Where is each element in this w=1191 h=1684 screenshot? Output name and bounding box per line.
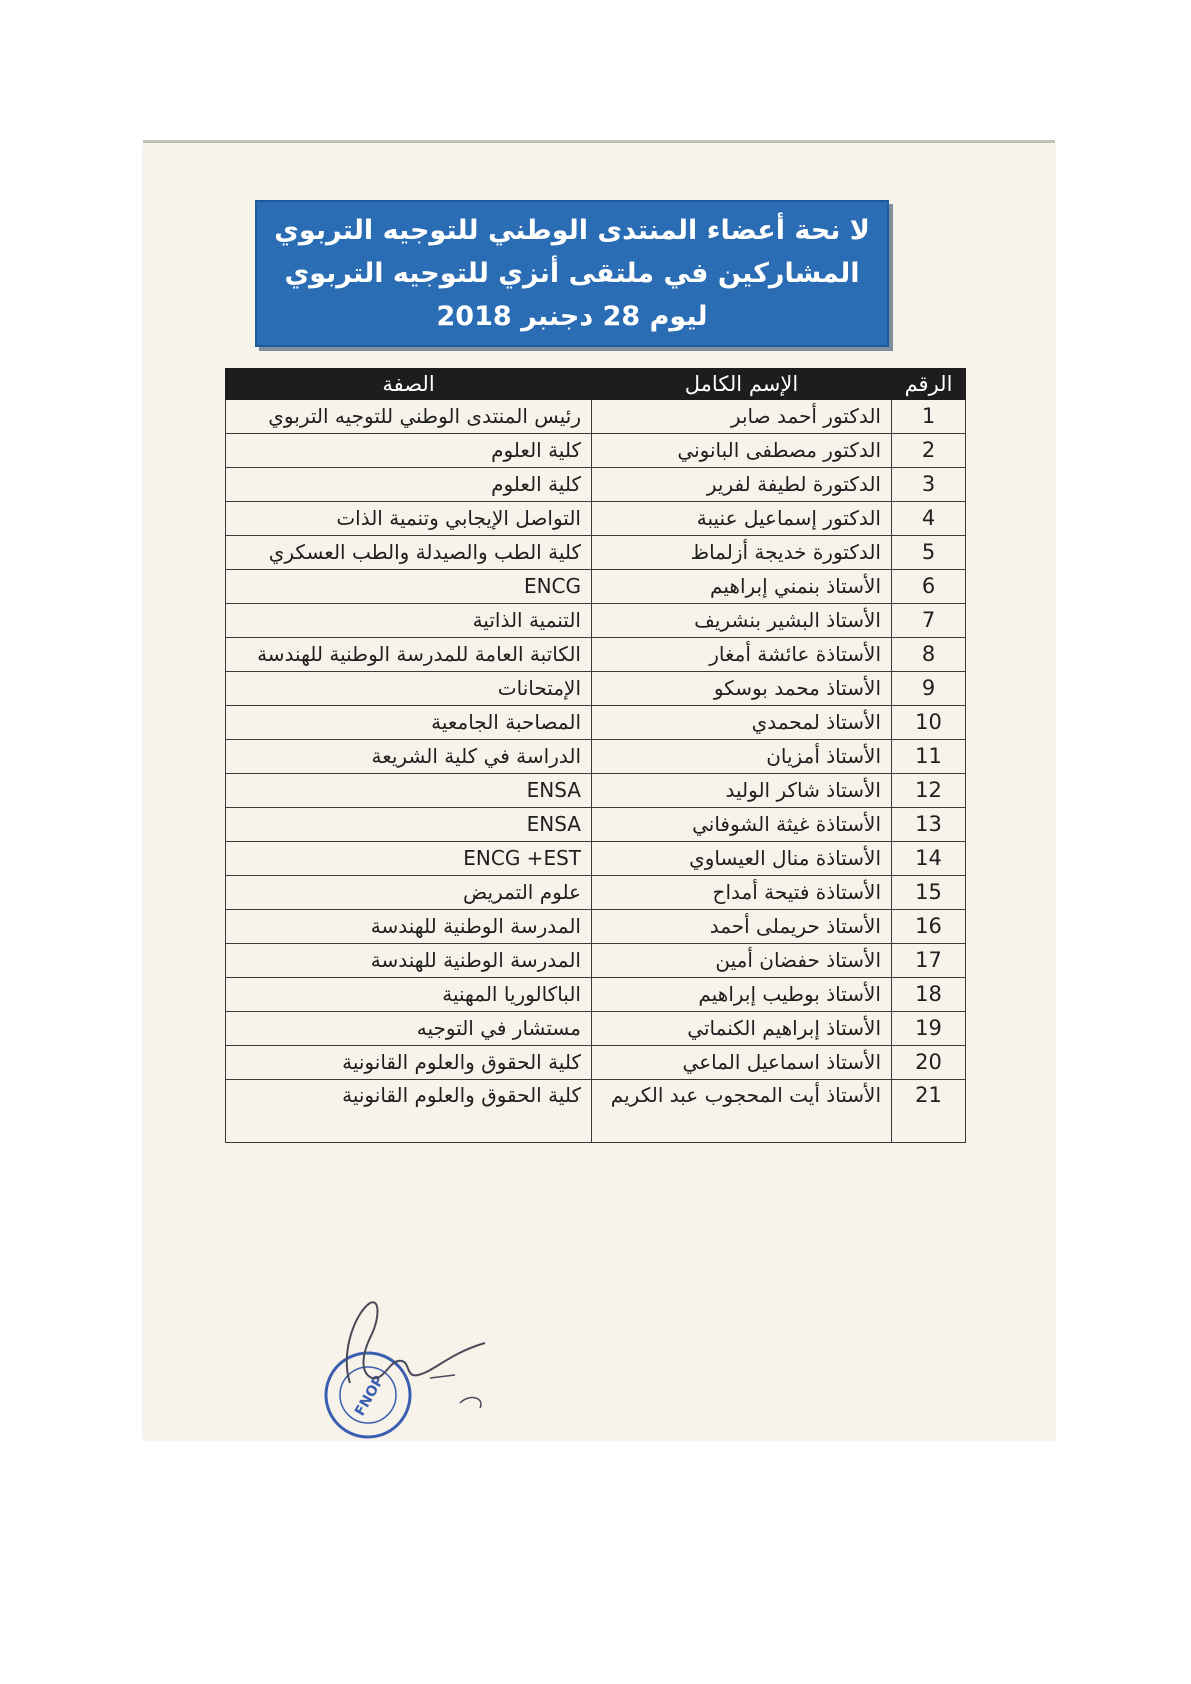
member-name: الأستاذ محمد بوسكو: [592, 672, 892, 706]
member-role: كلية الحقوق والعلوم القانونية: [226, 1080, 592, 1143]
stamp-icon: [326, 1353, 410, 1437]
member-name: الأستاذ أمزيان: [592, 740, 892, 774]
row-number: 6: [892, 570, 966, 604]
table-row: [226, 570, 966, 604]
table-row: [226, 638, 966, 672]
member-role: علوم التمريض: [226, 876, 592, 910]
row-number: 16: [892, 910, 966, 944]
row-number: 2: [892, 434, 966, 468]
table-row: [226, 672, 966, 706]
table-row: [226, 842, 966, 876]
member-role: رئيس المنتدى الوطني للتوجيه التربوي: [226, 400, 592, 434]
member-role: كلية الطب والصيدلة والطب العسكري: [226, 536, 592, 570]
row-number: 11: [892, 740, 966, 774]
member-name: الدكتور أحمد صابر: [592, 400, 892, 434]
member-name: الأستاذ إبراهيم الكنماتي: [592, 1012, 892, 1046]
row-number: 5: [892, 536, 966, 570]
member-name: الأستاذ بوطيب إبراهيم: [592, 978, 892, 1012]
table-row: [226, 400, 966, 434]
table-row: [226, 808, 966, 842]
row-number: 21: [892, 1080, 966, 1143]
member-name: الأستاذ شاكر الوليد: [592, 774, 892, 808]
row-number: 18: [892, 978, 966, 1012]
member-role: ENCG +EST: [226, 842, 592, 876]
table-row: [226, 706, 966, 740]
row-number: 10: [892, 706, 966, 740]
table-row: [226, 910, 966, 944]
member-role: الباكالوريا المهنية: [226, 978, 592, 1012]
title-line-3: ليوم 28 دجنبر 2018: [436, 301, 708, 332]
member-name: الأستاذ البشير بنشريف: [592, 604, 892, 638]
row-number: 9: [892, 672, 966, 706]
row-number: 4: [892, 502, 966, 536]
row-number: 1: [892, 400, 966, 434]
table-row: [226, 536, 966, 570]
member-role: المصاحبة الجامعية: [226, 706, 592, 740]
member-role: التنمية الذاتية: [226, 604, 592, 638]
member-name: الدكتورة لطيفة لفرير: [592, 468, 892, 502]
row-number: 15: [892, 876, 966, 910]
member-name: الأستاذة عائشة أمغار: [592, 638, 892, 672]
member-role: الكاتبة العامة للمدرسة الوطنية للهندسة: [226, 638, 592, 672]
member-name: الأستاذة فتيحة أمداح: [592, 876, 892, 910]
row-number: 8: [892, 638, 966, 672]
table-row: [226, 604, 966, 638]
table-row: [226, 502, 966, 536]
table-row: [226, 1012, 966, 1046]
table-row: [226, 876, 966, 910]
member-role: المدرسة الوطنية للهندسة: [226, 910, 592, 944]
member-name: الأستاذة غيثة الشوفاني: [592, 808, 892, 842]
column-header-number: الرقم: [892, 369, 966, 400]
row-number: 7: [892, 604, 966, 638]
member-name: الدكتور مصطفى البانوني: [592, 434, 892, 468]
member-role: ENCG: [226, 570, 592, 604]
table-row: [226, 774, 966, 808]
row-number: 12: [892, 774, 966, 808]
table-header-row: [226, 369, 966, 400]
row-number: 3: [892, 468, 966, 502]
title-line-2: المشاركين في ملتقى أنزي للتوجيه التربوي: [284, 258, 860, 289]
signature-icon: [347, 1302, 485, 1383]
member-role: ENSA: [226, 774, 592, 808]
member-role: كلية الحقوق والعلوم القانونية: [226, 1046, 592, 1080]
member-name: الأستاذ اسماعيل الماعي: [592, 1046, 892, 1080]
row-number: 17: [892, 944, 966, 978]
member-name: الأستاذ بنمني إبراهيم: [592, 570, 892, 604]
table-row: [226, 944, 966, 978]
table-row: [226, 740, 966, 774]
member-role: مستشار في التوجيه: [226, 1012, 592, 1046]
member-role: الإمتحانات: [226, 672, 592, 706]
member-role: الدراسة في كلية الشريعة: [226, 740, 592, 774]
members-table: [225, 368, 966, 1143]
row-number: 13: [892, 808, 966, 842]
table-row: [226, 468, 966, 502]
member-role: كلية العلوم: [226, 468, 592, 502]
member-name: الدكتورة خديجة أزلماظ: [592, 536, 892, 570]
column-header-role: الصفة: [226, 369, 592, 400]
member-name: الأستاذة منال العيساوي: [592, 842, 892, 876]
member-role: التواصل الإيجابي وتنمية الذات: [226, 502, 592, 536]
title-line-1: لا نحة أعضاء المنتدى الوطني للتوجيه التربوي: [274, 215, 870, 246]
member-role: المدرسة الوطنية للهندسة: [226, 944, 592, 978]
member-name: الأستاذ حريملى أحمد: [592, 910, 892, 944]
member-name: الأستاذ أيت المحجوب عبد الكريم: [592, 1080, 892, 1143]
signature-and-stamp: [310, 1283, 520, 1443]
member-role: كلية العلوم: [226, 434, 592, 468]
row-number: 19: [892, 1012, 966, 1046]
row-number: 14: [892, 842, 966, 876]
column-header-name: الإسم الكامل: [592, 369, 892, 400]
table-row: [226, 1046, 966, 1080]
title-banner: [255, 200, 889, 347]
member-name: الدكتور إسماعيل عنيبة: [592, 502, 892, 536]
member-name: الأستاذ حفضان أمين: [592, 944, 892, 978]
table-row: [226, 1080, 966, 1143]
row-number: 20: [892, 1046, 966, 1080]
table-row: [226, 434, 966, 468]
table-row: [226, 978, 966, 1012]
member-role: ENSA: [226, 808, 592, 842]
member-name: الأستاذ لمحمدي: [592, 706, 892, 740]
stamp-text: FNOP: [351, 1373, 388, 1419]
